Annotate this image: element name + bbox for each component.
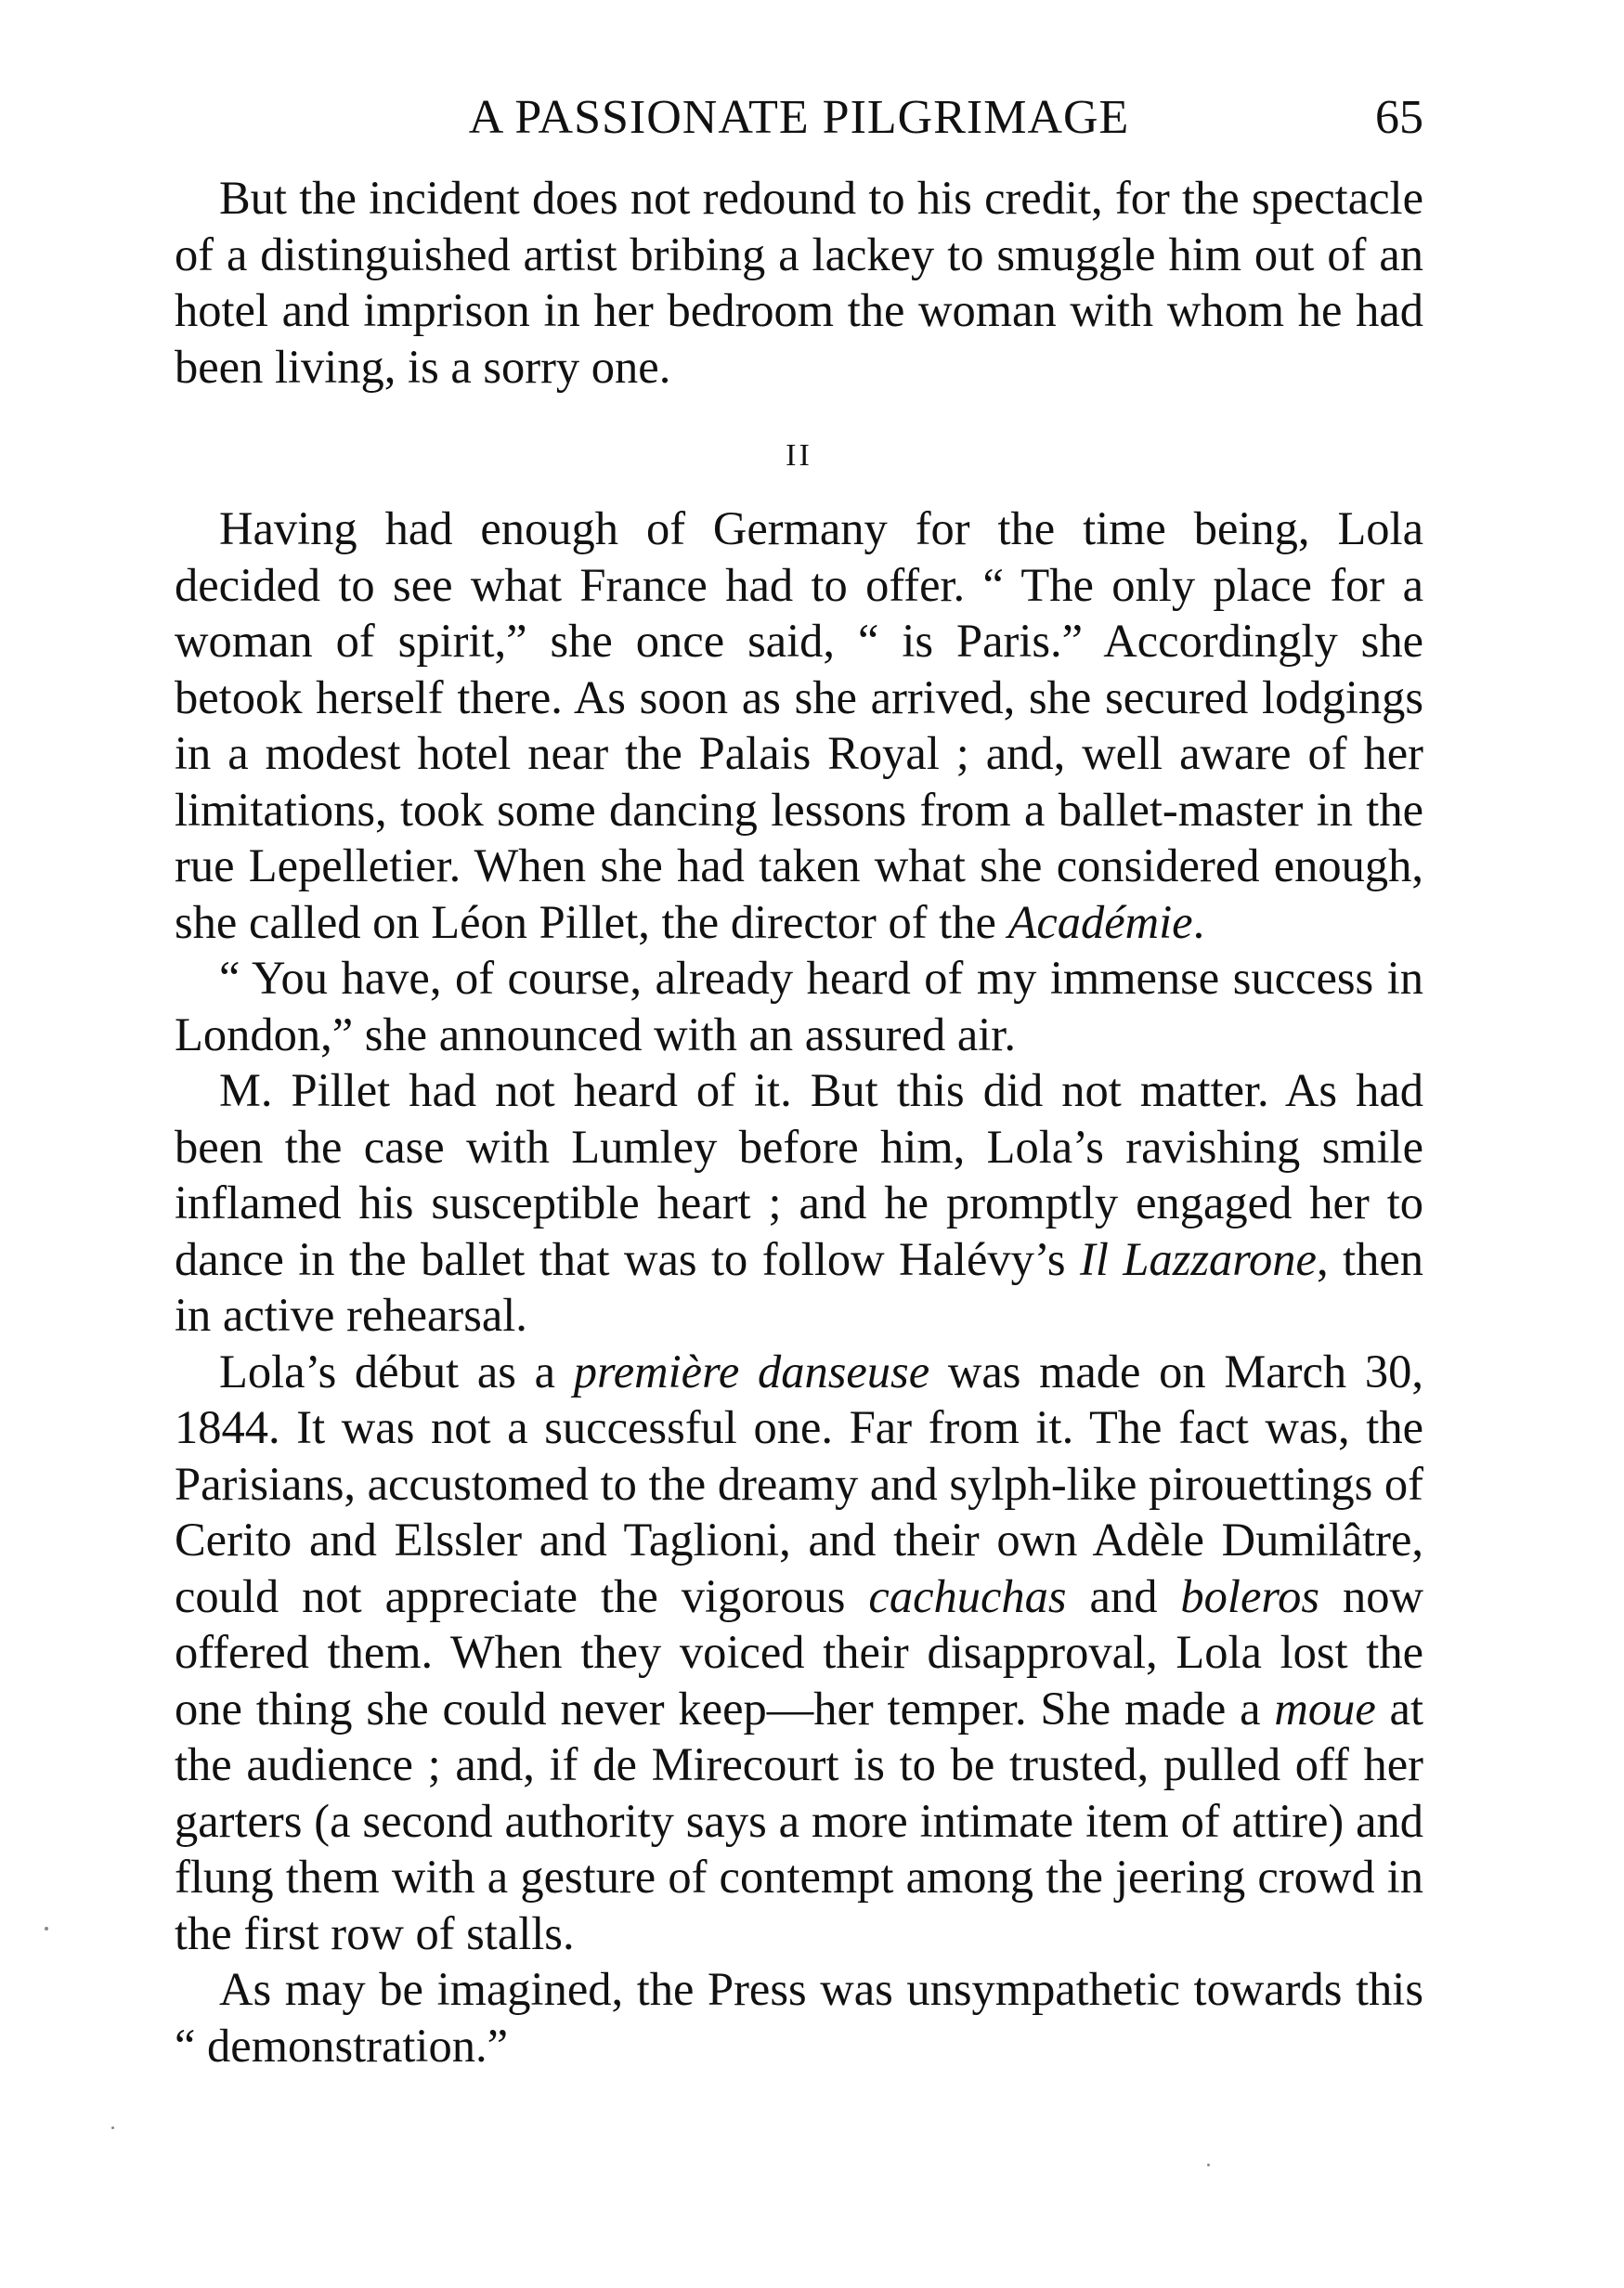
- boleros-italic: boleros: [1180, 1569, 1320, 1622]
- opera-title-italic: Il Lazzarone: [1080, 1232, 1317, 1285]
- paragraph-3: “ You have, of course, already heard of my immense success in London,” she announced with an assured air.: [175, 952, 1423, 1060]
- paragraph-5-text-b: was made on March 30, 1844. It was not a successful one. Far from it. The fact was, the Parisians, accustomed to the dreamy and sylph-like pirouettings of Cerito and Elssler and Taglioni, and their own Adèle Dumilâtre, could not appreciate the vigorous: [175, 1345, 1423, 1622]
- paragraph-5-text-a: Lola’s début as a: [219, 1345, 574, 1398]
- paper-speck: [1207, 2164, 1210, 2166]
- paragraph-4-end: , then in active rehearsal.: [175, 1232, 1423, 1341]
- moue-italic: moue: [1274, 1682, 1376, 1735]
- paragraph-1: But the incident does not redound to his credit, for the spectacle of a distinguished artist bribing a lackey to smuggle him out of an hotel and imprison in her bedroom the woman with whom he had been living, is a sorry one.: [175, 172, 1423, 393]
- academie-italic: Académie: [1007, 895, 1193, 948]
- paragraph-6: As may be imagined, the Press was unsympathetic towards this “ demonstration.”: [175, 1963, 1423, 2072]
- page-number: 65: [1375, 91, 1423, 144]
- running-head: [175, 85, 1423, 150]
- premiere-danseuse-italic: première danseuse: [573, 1345, 930, 1398]
- paper-speck: [111, 2126, 114, 2129]
- paragraph-5-text-d: now offered them. When they voiced their disapproval, Lola lost the one thing she could never keep—her temper. She made a: [175, 1569, 1423, 1735]
- paragraph-5-text-c: and: [1066, 1569, 1181, 1622]
- body-text: [175, 170, 1423, 2074]
- paragraph-2: [175, 500, 1423, 950]
- section-number: II: [786, 438, 812, 473]
- paragraph-2-end: .: [1192, 895, 1205, 948]
- running-title: A PASSIONATE PILGRIMAGE: [468, 91, 1130, 144]
- cachuchas-italic: cachuchas: [868, 1569, 1067, 1622]
- paragraph-4: [175, 1062, 1423, 1344]
- paragraph-5: [175, 1344, 1423, 1962]
- paragraph-2-text: Having had enough of Germany for the time being, Lola decided to see what France had to offer. “ The only place for a woman of spirit,” she once said, “ is Paris.” Accordingly she betook herself there. As soon as she arrived, she secured lodgings in a modest hotel near the Palais Royal ; and, well aware of her limitations, took some dancing lessons from a ballet-master in the rue Lepelletier. When she had taken what she considered enough, she called on Léon Pillet, the director of the: [175, 502, 1423, 948]
- paragraph-4-text: M. Pillet had not heard of it. But this did not matter. As had been the case with Lumley before him, Lola’s ravishing smile inflamed his susceptible heart ; and he promptly engaged her to dance in the ballet that was to follow Halévy’s: [175, 1064, 1423, 1285]
- paper-speck: [45, 1927, 48, 1930]
- paragraph-5-text-e: at the audience ; and, if de Mirecourt is to be trusted, pulled off her garters (a second authority says a more intimate item of attire) and flung them with a gesture of contempt among the jeering crowd in the first row of stalls.: [175, 1682, 1423, 1959]
